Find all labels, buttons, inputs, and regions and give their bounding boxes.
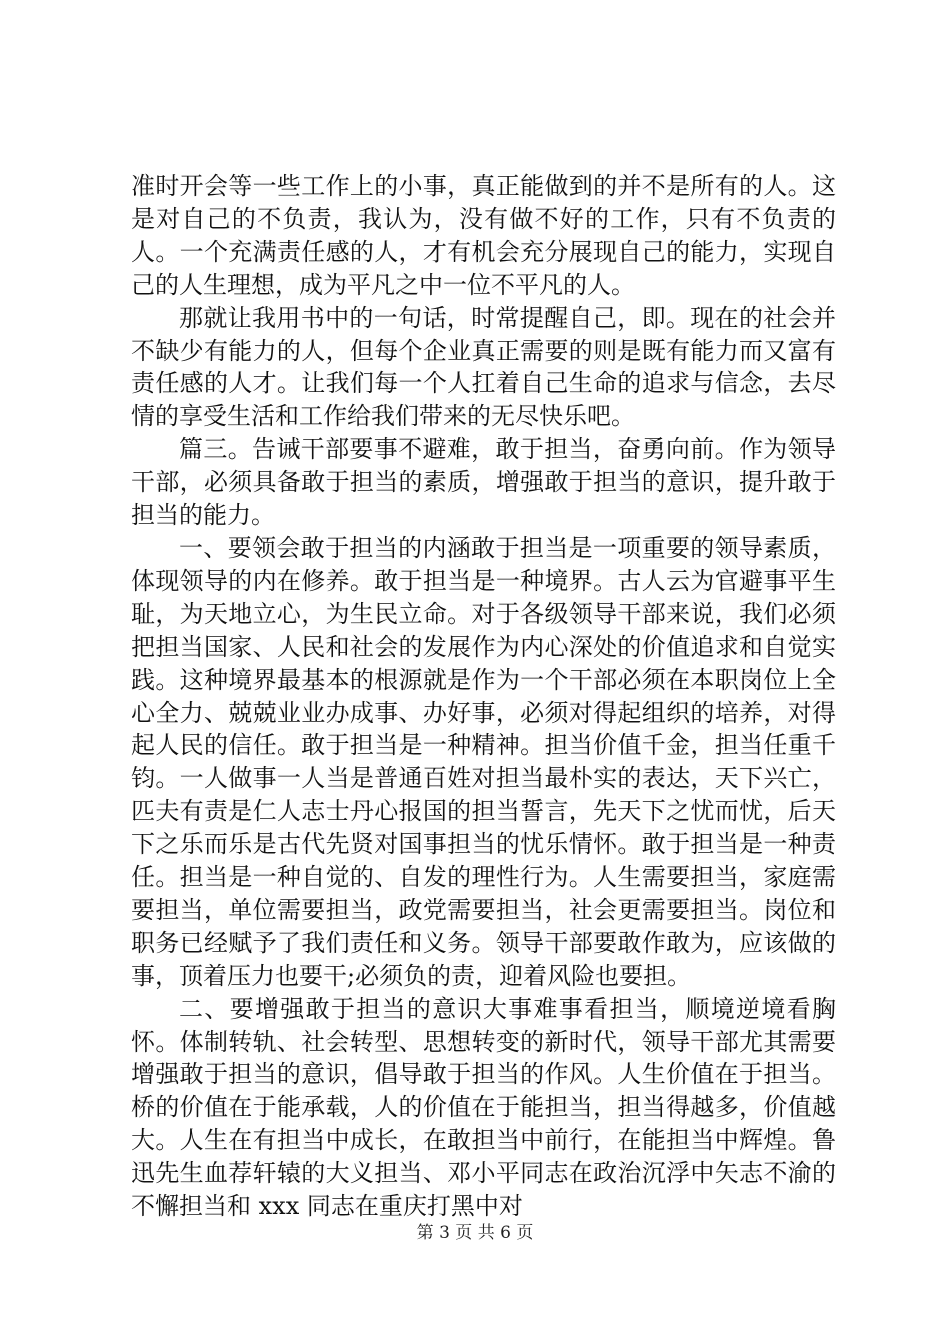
page-footer: 第 3 页 共 6 页 [416, 1223, 534, 1243]
paragraph-3: 篇三。告诫干部要事不避难，敢于担当，奋勇向前。作为领导干部，必须具备敢于担当的素质，增强敢于担当的意识，提升敢于担当的能力。 [131, 435, 836, 530]
paragraph-1: 准时开会等一些工作上的小事，真正能做到的并不是所有的人。这是对自己的不负责，我认为，没有做不好的工作，只有不负责的人。一个充满责任感的人，才有机会充分展现自己的能力，实现自己的人生理想，成为平凡之中一位不平凡的人。 [131, 172, 836, 299]
paragraph-4: 一、要领会敢于担当的内涵敢于担当是一项重要的领导素质，体现领导的内在修养。敢于担当是一种境界。古人云为官避事平生耻，为天地立心，为生民立命。对于各级领导干部来说，我们必须把担当国家、人民和社会的发展作为内心深处的价值追求和自觉实践。这种境界最基本的根源就是作为一个干部必须在本职岗位上全心全力、兢兢业业办成事、办好事，必须对得起组织的培养，对得起人民的信任。敢于担当是一种精神。担当价值千金，担当任重千钧。一人做事一人当是普通百姓对担当最朴实的表达，天下兴亡，匹夫有责是仁人志士丹心报国的担当誓言，先天下之忧而忧，后天下之乐而乐是古代先贤对国事担当的忧乐情怀。敢于担当是一种责任。担当是一种自觉的、自发的理性行为。人生需要担当，家庭需要担当，单位需要担当，政党需要担当，社会更需要担当。岗位和职务已经赋予了我们责任和义务。领导干部要敢作敢为，应该做的事，顶着压力也要干;必须负的责，迎着风险也要担。 [131, 533, 836, 990]
document-body [131, 170, 836, 1223]
paragraph-5: 二、要增强敢于担当的意识大事难事看担当，顺境逆境看胸怀。体制转轨、社会转型、思想转变的新时代，领导干部尤其需要增强敢于担当的意识，倡导敢于担当的作风。人生价值在于担当。桥的价值在于能承载，人的价值在于能担当，担当得越多，价值越大。人生在有担当中成长，在敢担当中前行，在能担当中辉煌。鲁迅先生血荐轩辕的大义担当、邓小平同志在政治沉浮中矢志不渝的不懈担当和 xxx 同志在重庆打黑中对 [131, 994, 836, 1221]
paragraph-2: 那就让我用书中的一句话，时常提醒自己，即。现在的社会并不缺少有能力的人，但每个企业真正需要的则是既有能力而又富有责任感的人才。让我们每一个人扛着自己生命的追求与信念，去尽情的享受生活和工作给我们带来的无尽快乐吧。 [131, 303, 836, 431]
